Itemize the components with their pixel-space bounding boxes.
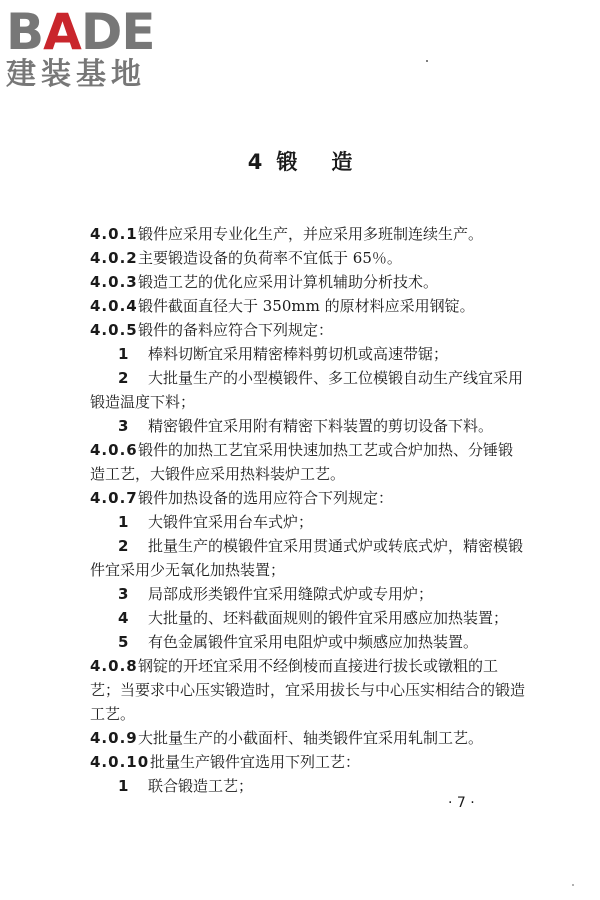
item-line	[90, 606, 510, 630]
item-number: 3	[118, 417, 129, 435]
clause-text: 大批量生产的小截面杆、轴类锻件宜采用轧制工艺。	[138, 729, 484, 747]
clause-line	[90, 726, 510, 750]
clause-number: 4.0.6	[90, 441, 138, 459]
clause-line	[90, 222, 510, 246]
continuation-line	[90, 462, 510, 486]
clause-number: 4.0.1	[90, 225, 138, 243]
item-text: 大批量生产的小型模锻件、多工位模锻自动生产线宜采用	[148, 369, 524, 387]
item-number: 4	[118, 609, 129, 627]
item-line	[90, 630, 510, 654]
clause-text: 锻件加热设备的选用应符合下列规定：	[138, 489, 394, 507]
logo-brand-cn: 建装基地	[6, 57, 146, 92]
continuation-line	[90, 702, 510, 726]
clause-line	[90, 246, 510, 270]
item-text: 大锻件宜采用台车式炉；	[148, 513, 314, 531]
item-number: 2	[118, 369, 129, 387]
clause-line	[90, 486, 510, 510]
page-number: · 7 ·	[448, 795, 475, 811]
logo-accent-letter: A	[43, 3, 81, 61]
continuation-text: 件宜采用少无氧化加热装置；	[90, 561, 286, 579]
clause-number: 4.0.10	[90, 753, 150, 771]
item-line	[90, 342, 510, 366]
clause-number: 4.0.3	[90, 273, 138, 291]
item-number: 1	[118, 777, 129, 795]
speck-mark	[426, 60, 428, 62]
continuation-line	[90, 678, 526, 702]
chapter-title-char: 锻	[276, 150, 298, 174]
item-text: 批量生产的模锻件宜采用贯通式炉或转底式炉，精密模锻	[148, 537, 524, 555]
clause-number: 4.0.7	[90, 489, 138, 507]
item-line	[90, 534, 524, 558]
clause-text: 钢锭的开坯宜采用不经倒棱而直接进行拔长或镦粗的工	[138, 657, 499, 675]
chapter-title-char: 造	[331, 150, 353, 174]
clause-text: 锻件截面直径大于 350mm 的原材料应采用钢锭。	[138, 297, 475, 315]
clause-text: 锻造工艺的优化应采用计算机辅助分析技术。	[138, 273, 439, 291]
clause-line	[90, 438, 514, 462]
clause-line	[90, 318, 510, 342]
item-number: 1	[118, 513, 129, 531]
clause-line	[90, 654, 510, 678]
speck-mark	[572, 884, 574, 886]
item-number: 2	[118, 537, 129, 555]
bade-logo	[6, 3, 176, 92]
clause-number: 4.0.2	[90, 249, 138, 267]
continuation-text: 锻造温度下料；	[90, 393, 196, 411]
clause-line	[90, 270, 510, 294]
item-text: 大批量的、坯料截面规则的锻件宜采用感应加热装置；	[148, 609, 509, 627]
clause-number: 4.0.5	[90, 321, 138, 339]
chapter-number: 4	[247, 150, 263, 174]
clause-content	[90, 222, 526, 798]
continuation-line	[90, 558, 510, 582]
item-number: 5	[118, 633, 129, 651]
item-text: 联合锻造工艺；	[148, 777, 254, 795]
item-line	[90, 366, 524, 390]
item-text: 精密锻件宜采用附有精密下料装置的剪切设备下料。	[148, 417, 494, 435]
clause-number: 4.0.9	[90, 729, 138, 747]
clause-text: 锻件应采用专业化生产，并应采用多班制连续生产。	[138, 225, 484, 243]
item-number: 1	[118, 345, 129, 363]
item-text: 有色金属锻件宜采用电阻炉或中频感应加热装置。	[148, 633, 479, 651]
item-text: 棒料切断宜采用精密棒料剪切机或高速带锯；	[148, 345, 449, 363]
item-line	[90, 582, 510, 606]
clause-line	[90, 750, 510, 774]
item-number: 3	[118, 585, 129, 603]
logo-brand-en: BADE	[6, 3, 155, 61]
clause-number: 4.0.4	[90, 297, 138, 315]
item-line	[90, 414, 510, 438]
continuation-text: 艺；当要求中心压实锻造时，宜采用拔长与中心压实相结合的锻造	[90, 681, 526, 699]
clause-text: 锻件的加热工艺宜采用快速加热工艺或合炉加热、分锤锻	[138, 441, 514, 459]
clause-number: 4.0.8	[90, 657, 138, 675]
continuation-line	[90, 390, 510, 414]
clause-text: 锻件的备料应符合下列规定：	[138, 321, 334, 339]
item-line	[90, 774, 510, 798]
clause-text: 主要锻造设备的负荷率不宜低于 65％。	[138, 249, 402, 267]
continuation-text: 造工艺，大锻件应采用热料装炉工艺。	[90, 465, 346, 483]
item-text: 局部成形类锻件宜采用缝隙式炉或专用炉；	[148, 585, 434, 603]
clause-text: 批量生产锻件宜选用下列工艺：	[150, 753, 361, 771]
clause-line	[90, 294, 510, 318]
continuation-text: 工艺。	[90, 705, 136, 723]
item-line	[90, 510, 510, 534]
chapter-title	[0, 150, 600, 174]
